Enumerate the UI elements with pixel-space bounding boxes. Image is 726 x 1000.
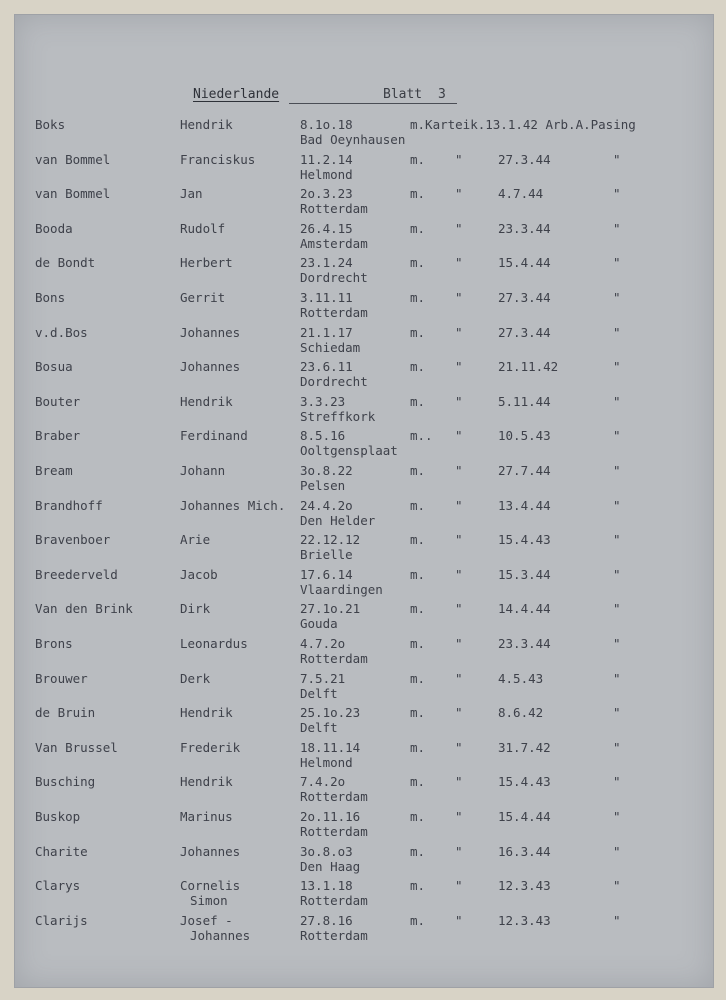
surname: Clarys [35, 878, 81, 894]
sex-marker: m. [410, 324, 426, 340]
entry-date: 27.3.44 [498, 324, 551, 340]
birth-place: Gouda [300, 616, 338, 632]
birth-date: 3.11.11 [300, 290, 353, 305]
sex-marker: m. [410, 912, 426, 928]
sex-marker: m. [410, 151, 426, 167]
birth-place: Amsterdam [300, 235, 368, 251]
entry-date: 10.5.43 [498, 428, 551, 444]
surname: Bons [35, 290, 66, 305]
surname: Brons [35, 636, 73, 651]
birth-date: 8.5.16 [300, 428, 346, 444]
register-row [15, 463, 713, 493]
sex-marker: m. [410, 809, 426, 824]
ditto-mark-right: " [613, 186, 621, 202]
ditto-mark: " [455, 739, 463, 755]
birth-place: Rotterdam [300, 201, 368, 217]
surname: Buskop [35, 809, 81, 824]
ditto-mark-right: " [613, 324, 621, 340]
register-row [15, 290, 713, 320]
birth-place: Ooltgensplaat [300, 443, 398, 459]
birth-date: 25.1o.23 [300, 705, 361, 721]
birth-date: 26.4.15 [300, 220, 353, 236]
ditto-mark: " [455, 393, 463, 409]
given-name: Hendrik [180, 774, 233, 790]
entry-date: 15.4.43 [498, 774, 551, 790]
birth-date: 8.1o.18 [300, 117, 353, 132]
ditto-mark-right: " [613, 151, 621, 167]
birth-place: Rotterdam [300, 927, 368, 943]
ditto-mark: " [455, 636, 463, 651]
given-name: Johannes [180, 324, 241, 340]
birth-date: 18.11.14 [300, 739, 361, 755]
register-row [15, 567, 713, 597]
ditto-mark-right: " [613, 912, 621, 928]
given-name: Johann [180, 463, 226, 478]
surname: Brandhoff [35, 497, 103, 513]
surname: Busching [35, 774, 96, 790]
ditto-mark-right: " [613, 705, 621, 721]
register-row [15, 152, 713, 182]
given-name-continued: Johannes [190, 927, 251, 943]
ditto-mark: " [455, 912, 463, 928]
entry-date: 4.5.43 [498, 670, 544, 686]
given-name: Johannes Mich. [180, 497, 286, 513]
document-page [14, 14, 714, 988]
birth-date: 3o.8.22 [300, 463, 353, 478]
birth-place: Dordrecht [300, 270, 368, 286]
entry-date: 14.4.44 [498, 601, 551, 617]
ditto-mark: " [455, 774, 463, 790]
birth-place: Helmond [300, 166, 353, 182]
birth-place: Delft [300, 685, 338, 701]
given-name: Arie [180, 532, 211, 548]
ditto-mark-right: " [613, 463, 621, 478]
ditto-mark: " [455, 290, 463, 305]
birth-date: 11.2.14 [300, 151, 353, 167]
given-name: Hendrik [180, 393, 233, 409]
sex-marker: m. [410, 359, 426, 375]
remark: m.Karteik.13.1.42 Arb.A.Pasing [410, 117, 636, 132]
register-list [15, 15, 713, 987]
birth-place: Rotterdam [300, 789, 368, 805]
birth-date: 2o.3.23 [300, 186, 353, 202]
entry-date: 31.7.42 [498, 739, 551, 755]
ditto-mark: " [455, 670, 463, 686]
sex-marker: m. [410, 220, 426, 236]
register-row [15, 498, 713, 528]
birth-place: Helmond [300, 754, 353, 770]
sex-marker: m. [410, 393, 426, 409]
ditto-mark-right: " [613, 220, 621, 236]
ditto-mark: " [455, 497, 463, 513]
surname: Bravenboer [35, 532, 111, 548]
birth-place: Bad Oeynhausen [300, 132, 406, 147]
ditto-mark-right: " [613, 359, 621, 375]
entry-date: 21.11.42 [498, 359, 559, 375]
register-row [15, 740, 713, 770]
birth-place: Streffkork [300, 408, 376, 424]
ditto-mark: " [455, 359, 463, 375]
birth-place: Dordrecht [300, 374, 368, 390]
entry-date: 15.4.43 [498, 532, 551, 548]
ditto-mark: " [455, 186, 463, 202]
register-row [15, 844, 713, 874]
sex-marker: m. [410, 636, 426, 651]
surname: Brouwer [35, 670, 88, 686]
ditto-mark-right: " [613, 843, 621, 859]
given-name: Marinus [180, 809, 233, 824]
birth-place: Den Haag [300, 858, 361, 874]
ditto-mark: " [455, 220, 463, 236]
register-row [15, 394, 713, 424]
surname: van Bommel [35, 151, 111, 167]
sex-marker: m. [410, 255, 426, 271]
given-name: Hendrik [180, 705, 233, 721]
surname: Bream [35, 463, 73, 478]
ditto-mark-right: " [613, 809, 621, 824]
given-name: Josef - [180, 912, 233, 928]
sex-marker: m. [410, 497, 426, 513]
entry-date: 13.4.44 [498, 497, 551, 513]
sex-marker: m. [410, 739, 426, 755]
given-name: Dirk [180, 601, 211, 617]
sex-marker: m. [410, 774, 426, 790]
register-row [15, 428, 713, 458]
entry-date: 27.7.44 [498, 463, 551, 478]
entry-date: 15.4.44 [498, 255, 551, 271]
birth-place: Rotterdam [300, 893, 368, 909]
ditto-mark: " [455, 566, 463, 582]
register-row [15, 809, 713, 839]
birth-date: 17.6.14 [300, 566, 353, 582]
given-name: Derk [180, 670, 211, 686]
ditto-mark: " [455, 463, 463, 478]
birth-date: 24.4.2o [300, 497, 353, 513]
birth-place: Den Helder [300, 512, 376, 528]
birth-date: 21.1.17 [300, 324, 353, 340]
surname: Boks [35, 117, 66, 132]
birth-place: Brielle [300, 547, 353, 563]
entry-date: 4.7.44 [498, 186, 544, 202]
register-row [15, 601, 713, 631]
surname: Van den Brink [35, 601, 133, 617]
ditto-mark-right: " [613, 601, 621, 617]
birth-date: 3.3.23 [300, 393, 346, 409]
birth-date: 3o.8.o3 [300, 843, 353, 859]
birth-place: Delft [300, 720, 338, 736]
birth-date: 2o.11.16 [300, 809, 361, 824]
ditto-mark-right: " [613, 739, 621, 755]
given-name: Johannes [180, 359, 241, 375]
birth-date: 7.4.2o [300, 774, 346, 790]
entry-date: 12.3.43 [498, 912, 551, 928]
surname: Braber [35, 428, 81, 444]
given-name-continued: Simon [190, 893, 228, 909]
sex-marker: m. [410, 290, 426, 305]
surname: Van Brussel [35, 739, 118, 755]
register-row [15, 325, 713, 355]
given-name: Leonardus [180, 636, 248, 651]
ditto-mark-right: " [613, 290, 621, 305]
ditto-mark: " [455, 532, 463, 548]
entry-date: 8.6.42 [498, 705, 544, 721]
register-row [15, 221, 713, 251]
register-row [15, 774, 713, 804]
sex-marker: m. [410, 878, 426, 894]
birth-place: Schiedam [300, 339, 361, 355]
birth-date: 22.12.12 [300, 532, 361, 548]
sheet-label: Blatt [383, 87, 423, 102]
ditto-mark: " [455, 843, 463, 859]
sex-marker: m. [410, 705, 426, 721]
birth-date: 23.6.11 [300, 359, 353, 375]
ditto-mark: " [455, 878, 463, 894]
birth-date: 27.8.16 [300, 912, 353, 928]
entry-date: 15.4.44 [498, 809, 551, 824]
surname: van Bommel [35, 186, 111, 202]
sex-marker: m.. [410, 428, 433, 444]
ditto-mark-right: " [613, 532, 621, 548]
register-row [15, 117, 713, 147]
given-name: Herbert [180, 255, 233, 271]
ditto-mark-right: " [613, 670, 621, 686]
given-name: Frederik [180, 739, 241, 755]
entry-date: 27.3.44 [498, 151, 551, 167]
birth-place: Vlaardingen [300, 581, 383, 597]
sex-marker: m. [410, 463, 426, 478]
birth-date: 27.1o.21 [300, 601, 361, 617]
surname: Bouter [35, 393, 81, 409]
birth-place: Pelsen [300, 478, 346, 493]
entry-date: 15.3.44 [498, 566, 551, 582]
surname: Clarijs [35, 912, 88, 928]
surname: Breederveld [35, 566, 118, 582]
register-row [15, 636, 713, 666]
given-name: Gerrit [180, 290, 226, 305]
surname: v.d.Bos [35, 324, 88, 340]
birth-place: Rotterdam [300, 651, 368, 666]
surname: de Bondt [35, 255, 96, 271]
sex-marker: m. [410, 670, 426, 686]
ditto-mark-right: " [613, 774, 621, 790]
entry-date: 27.3.44 [498, 290, 551, 305]
register-row [15, 532, 713, 562]
ditto-mark: " [455, 601, 463, 617]
surname: Booda [35, 220, 73, 236]
surname: Bosua [35, 359, 73, 375]
birth-date: 4.7.2o [300, 636, 346, 651]
ditto-mark: " [455, 809, 463, 824]
ditto-mark: " [455, 705, 463, 721]
birth-date: 23.1.24 [300, 255, 353, 271]
ditto-mark-right: " [613, 497, 621, 513]
entry-date: 16.3.44 [498, 843, 551, 859]
register-row [15, 705, 713, 735]
given-name: Cornelis [180, 878, 241, 894]
register-row [15, 878, 713, 908]
ditto-mark-right: " [613, 878, 621, 894]
ditto-mark-right: " [613, 636, 621, 651]
register-row [15, 255, 713, 285]
sex-marker: m. [410, 843, 426, 859]
ditto-mark: " [455, 324, 463, 340]
register-row [15, 359, 713, 389]
country-heading: Niederlande [193, 87, 280, 102]
ditto-mark: " [455, 255, 463, 271]
ditto-mark: " [455, 151, 463, 167]
ditto-mark-right: " [613, 255, 621, 271]
ditto-mark-right: " [613, 566, 621, 582]
sex-marker: m. [410, 532, 426, 548]
entry-date: 23.3.44 [498, 220, 551, 236]
given-name: Franciskus [180, 151, 256, 167]
given-name: Johannes [180, 843, 241, 859]
entry-date: 12.3.43 [498, 878, 551, 894]
sex-marker: m. [410, 186, 426, 202]
sex-marker: m. [410, 601, 426, 617]
birth-date: 13.1.18 [300, 878, 353, 894]
birth-place: Rotterdam [300, 824, 368, 839]
surname: de Bruin [35, 705, 96, 721]
ditto-mark-right: " [613, 428, 621, 444]
given-name: Rudolf [180, 220, 226, 236]
ditto-mark-right: " [613, 393, 621, 409]
entry-date: 23.3.44 [498, 636, 551, 651]
register-row [15, 913, 713, 943]
given-name: Jan [180, 186, 203, 202]
sex-marker: m. [410, 566, 426, 582]
birth-date: 7.5.21 [300, 670, 346, 686]
given-name: Hendrik [180, 117, 233, 132]
birth-place: Rotterdam [300, 305, 368, 320]
given-name: Ferdinand [180, 428, 248, 444]
entry-date: 5.11.44 [498, 393, 551, 409]
sheet-number: 3 [438, 87, 446, 102]
given-name: Jacob [180, 566, 218, 582]
register-row [15, 671, 713, 701]
register-row [15, 186, 713, 216]
surname: Charite [35, 843, 88, 859]
ditto-mark: " [455, 428, 463, 444]
